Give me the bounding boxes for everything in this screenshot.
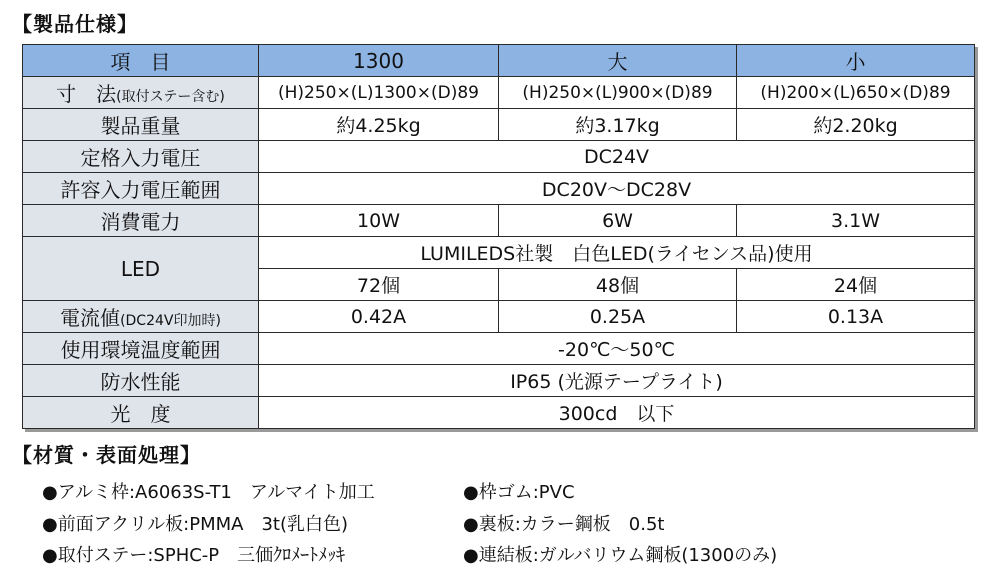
voltage-range-value: DC20V～DC28V bbox=[259, 173, 975, 205]
material-stay: ●取付ステー:SPHC-P 三価ｸﾛﾒｰﾄﾒｯｷ bbox=[42, 545, 346, 566]
row-voltage-range bbox=[23, 173, 975, 205]
label-luminosity: 光 度 bbox=[23, 397, 259, 429]
row-weight bbox=[23, 109, 975, 141]
current-small: 0.13A bbox=[737, 301, 975, 333]
row-dimensions bbox=[23, 77, 975, 109]
led-count-1300: 72個 bbox=[259, 269, 499, 301]
header-1300: 1300 bbox=[259, 45, 499, 77]
header-small: 小 bbox=[737, 45, 975, 77]
led-description: LUMILEDS社製 白色LED(ライセンス品)使用 bbox=[259, 237, 975, 269]
led-count-small: 24個 bbox=[737, 269, 975, 301]
header-item: 項 目 bbox=[23, 45, 259, 77]
current-1300: 0.42A bbox=[259, 301, 499, 333]
dimensions-1300: (H)250×(L)1300×(D)89 bbox=[259, 77, 499, 109]
power-small: 3.1W bbox=[737, 205, 975, 237]
label-voltage-range: 許容入力電圧範囲 bbox=[23, 173, 259, 205]
dimensions-large: (H)250×(L)900×(D)89 bbox=[499, 77, 737, 109]
led-count-large: 48個 bbox=[499, 269, 737, 301]
label-temp-range: 使用環境温度範囲 bbox=[23, 333, 259, 365]
weight-large: 約3.17kg bbox=[499, 109, 737, 141]
weight-small: 約2.20kg bbox=[737, 109, 975, 141]
label-weight: 製品重量 bbox=[23, 109, 259, 141]
label-dimensions: 寸 法(取付ステー含む) bbox=[23, 77, 259, 109]
label-current-sub: (DC24V印加時) bbox=[120, 313, 221, 329]
row-temp-range bbox=[23, 333, 975, 365]
row-luminosity bbox=[23, 397, 975, 429]
material-connector: ●連結板:ガルバリウム鋼板(1300のみ) bbox=[463, 545, 778, 566]
power-large: 6W bbox=[499, 205, 737, 237]
temp-range-value: -20℃～50℃ bbox=[259, 333, 975, 365]
label-rated-voltage: 定格入力電圧 bbox=[23, 141, 259, 173]
dimensions-small: (H)200×(L)650×(D)89 bbox=[737, 77, 975, 109]
power-1300: 10W bbox=[259, 205, 499, 237]
material-frame-rubber: ●枠ゴム:PVC bbox=[463, 482, 575, 503]
row-led-desc bbox=[23, 237, 975, 269]
weight-1300: 約4.25kg bbox=[259, 109, 499, 141]
label-led: LED bbox=[23, 237, 259, 301]
luminosity-value: 300cd 以下 bbox=[259, 397, 975, 429]
row-waterproof bbox=[23, 365, 975, 397]
rated-voltage-value: DC24V bbox=[259, 141, 975, 173]
row-power bbox=[23, 205, 975, 237]
table-header-row bbox=[23, 45, 975, 77]
spec-table bbox=[22, 44, 975, 429]
material-frame: ●アルミ枠:A6063S-T1 アルマイト加工 bbox=[42, 482, 375, 503]
material-back-panel: ●裏板:カラー鋼板 0.5t bbox=[463, 514, 665, 535]
row-rated-voltage bbox=[23, 141, 975, 173]
label-power: 消費電力 bbox=[23, 205, 259, 237]
material-front-panel: ●前面アクリル板:PMMA 3t(乳白色) bbox=[42, 514, 349, 535]
row-current bbox=[23, 301, 975, 333]
spec-section-title: 【製品仕様】 bbox=[12, 12, 138, 36]
label-dimensions-sub: (取付ステー含む) bbox=[116, 89, 225, 105]
header-large: 大 bbox=[499, 45, 737, 77]
current-large: 0.25A bbox=[499, 301, 737, 333]
materials-section-title: 【材質・表面処理】 bbox=[12, 443, 201, 467]
label-current: 電流値(DC24V印加時) bbox=[23, 301, 259, 333]
label-waterproof: 防水性能 bbox=[23, 365, 259, 397]
waterproof-value: IP65 (光源テープライト) bbox=[259, 365, 975, 397]
